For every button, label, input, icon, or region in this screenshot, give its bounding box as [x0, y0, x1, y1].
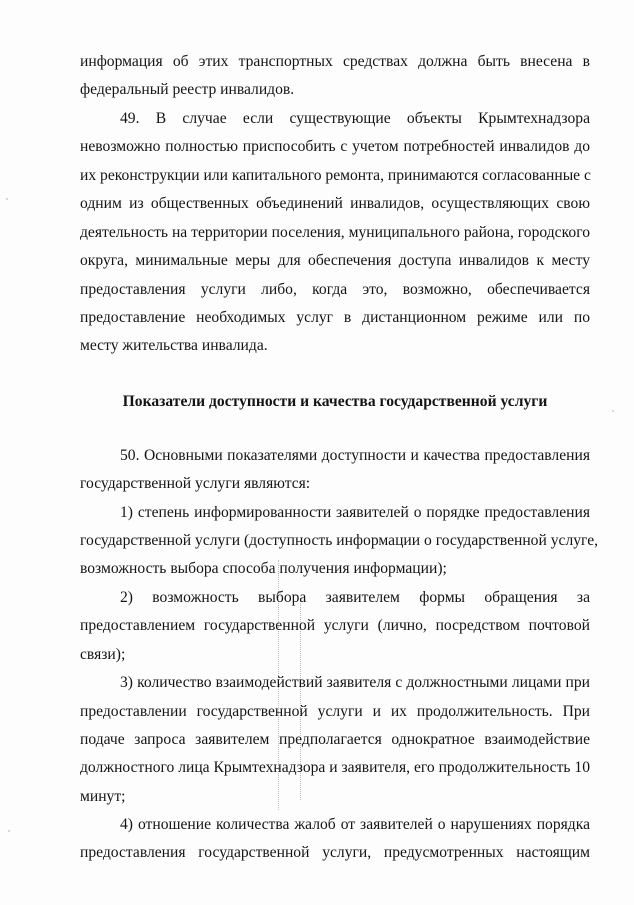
text-line: информация об этих транспортных средствах должна быть внесена в [80, 53, 590, 70]
text-line: предоставление необходимых услуг в дистанционном режиме или по [80, 309, 590, 326]
text-line: 49. В случае если существующие объекты Крымтехнадзора [120, 110, 590, 127]
text-line: подаче запроса заявителем предполагается однократное взаимодействие [80, 731, 590, 748]
scan-artifact [8, 830, 10, 832]
text-line: одним из общественных объединений инвалидов, осуществляющих свою [80, 195, 590, 212]
text-line: месту жительства инвалида. [80, 337, 268, 354]
text-line: 2) возможность выбора заявителем формы обращения за [120, 589, 590, 606]
scan-artifact [6, 198, 8, 200]
text-line: 3) количество взаимодействий заявителя с должностными лицами при [120, 674, 590, 691]
text-line: федеральный реестр инвалидов. [80, 81, 295, 98]
section-heading: Показатели доступности и качества государственной услуги [122, 393, 548, 410]
text-line: должностного лица Крымтехнадзора и заявителя, его продолжительность 10 [80, 759, 590, 776]
text-line: их реконструкции или капитального ремонта, принимаются согласованные с [80, 167, 591, 184]
text-line: 1) степень информированности заявителей о порядке предоставления [120, 504, 590, 521]
text-line: 4) отношение количества жалоб от заявителей о нарушениях порядка [120, 816, 590, 833]
text-line: невозможно полностью приспособить с учетом потребностей инвалидов до [80, 138, 590, 155]
text-line: 50. Основными показателями доступности и качества предоставления [120, 447, 590, 464]
text-line: округа, минимальные меры для обеспечения доступа инвалидов к месту [80, 252, 590, 269]
text-line: предоставлением государственной услуги (лично, посредством почтовой [80, 617, 590, 634]
text-line: минут; [80, 788, 126, 805]
text-line: государственной услуги (доступность информации о государственной услуге, [80, 532, 599, 549]
text-line: государственной услуги являются: [80, 475, 311, 492]
text-line: деятельность на территории поселения, муниципального района, городского [80, 224, 590, 241]
scan-artifact [612, 410, 614, 412]
text-line: предоставлении государственной услуги и их продолжительность. При [80, 703, 590, 720]
text-line: предоставления государственной услуги, предусмотренных настоящим [80, 844, 590, 861]
text-line: возможность выбора способа получения информации); [80, 560, 447, 577]
text-line: связи); [80, 646, 126, 663]
text-line: предоставления услуги либо, когда это, возможно, обеспечивается [80, 281, 590, 298]
